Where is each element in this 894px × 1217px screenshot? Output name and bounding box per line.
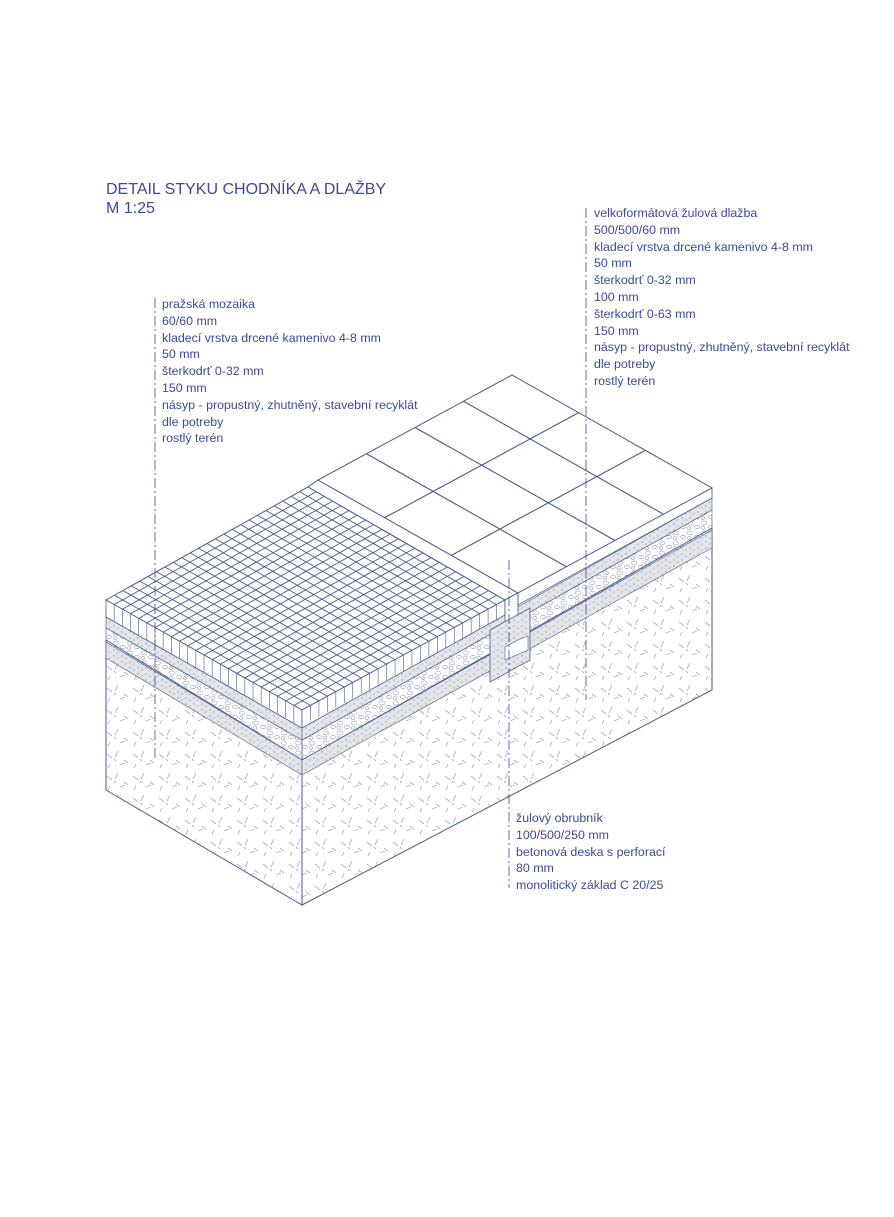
label-line: 150 mm (162, 380, 207, 395)
label-line: žulový obrubník (516, 811, 603, 825)
label-line: monolitický základ C 20/25 (516, 878, 664, 893)
label-line: 50 mm (594, 256, 632, 271)
label-line: šterkodrť 0-32 mm (594, 273, 696, 288)
label-line: 100/500/250 mm (516, 827, 609, 842)
label-line: 150 mm (594, 323, 639, 338)
label-line: 500/500/60 mm (594, 222, 681, 237)
label-line: betonová deska s perforací (516, 844, 666, 859)
title-line-1: DETAIL STYKU CHODNÍKA A DLAŽBY (106, 181, 387, 198)
label-line: šterkodrť 0-32 mm (162, 364, 264, 379)
label-line: dle potreby (594, 357, 656, 372)
label-line: kladecí vrstva drcené kamenivo 4-8 mm (594, 239, 813, 254)
label-line: 60/60 mm (162, 313, 218, 328)
label-line: pražská mozaika (162, 297, 255, 311)
label-line: 80 mm (516, 861, 554, 876)
label-line: rostlý terén (162, 431, 224, 446)
label-line: dle potreby (162, 414, 224, 429)
label-line: velkoformátová žulová dlažba (594, 206, 758, 220)
label-line: násyp - propustný, zhutněný, stavební recyklát (162, 397, 418, 412)
label-line: 50 mm (162, 347, 200, 362)
title-scale: M 1:25 (106, 200, 155, 217)
label-line: šterkodrť 0-63 mm (594, 306, 696, 321)
label-line: kladecí vrstva drcené kamenivo 4-8 mm (162, 330, 381, 345)
label-line: 100 mm (594, 289, 639, 304)
label-line: násyp - propustný, zhutněný, stavební recyklát (594, 340, 850, 355)
label-line: rostlý terén (594, 373, 656, 388)
